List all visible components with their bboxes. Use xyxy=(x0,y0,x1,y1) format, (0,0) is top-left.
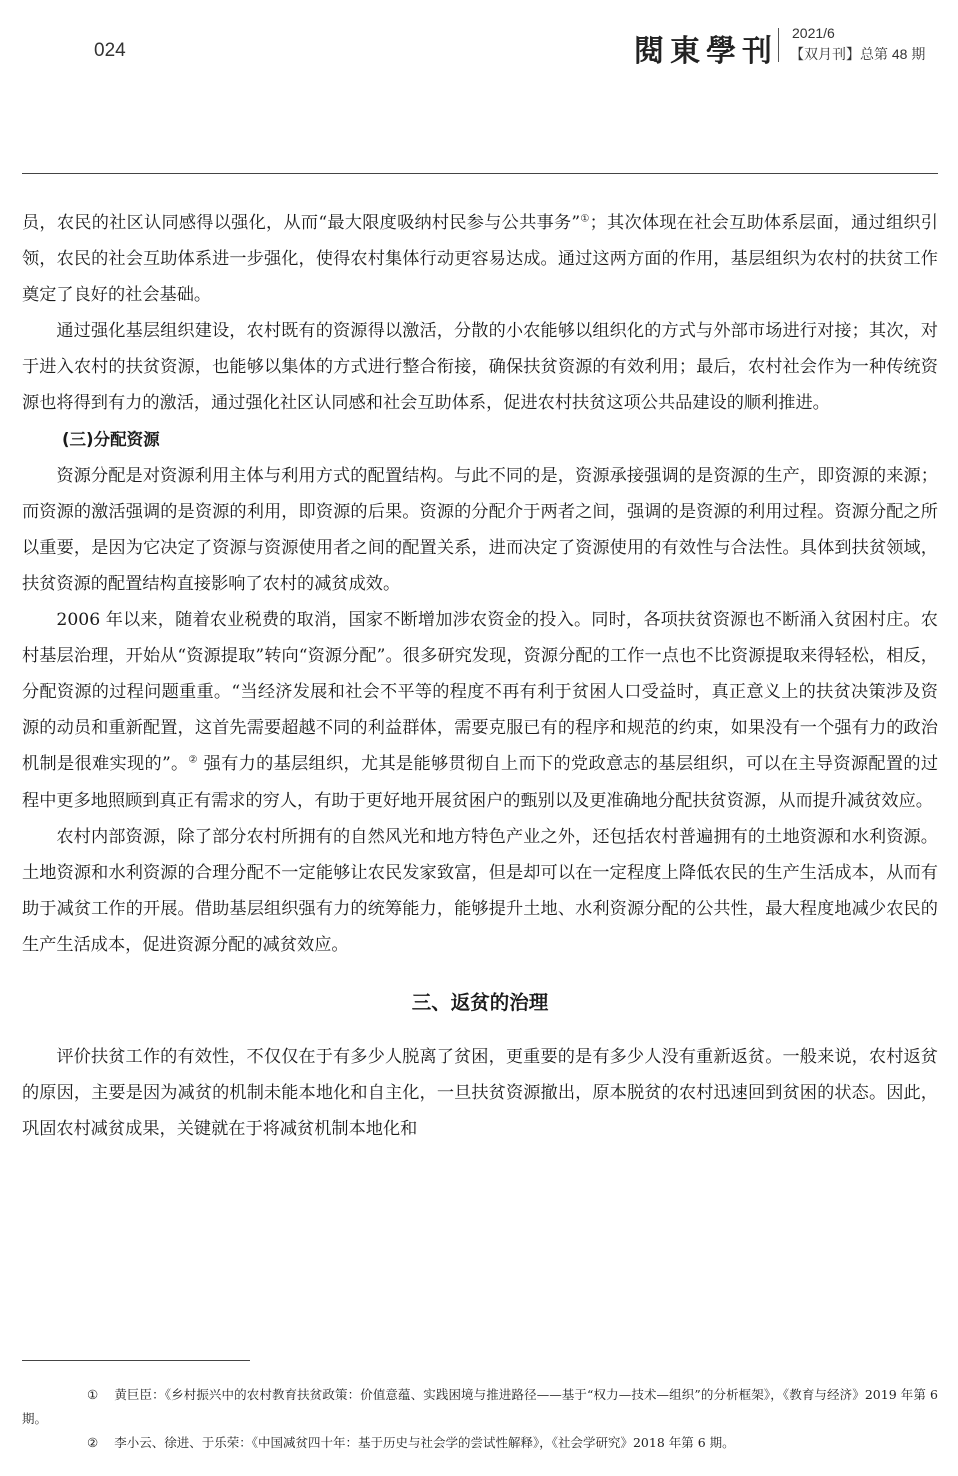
header-rule xyxy=(22,173,938,174)
footnote xyxy=(22,1383,938,1431)
paragraph-text: 强有力的基层组织，尤其是能够贯彻自上而下的党政意志的基层组织，可以在主导资源配置的过程中更多地照顾到真正有需求的穷人，有助于更好地开展贫困户的甄别以及更准确地分配扶贫资源，从而提升减贫效应。 xyxy=(22,754,939,811)
paragraph: 评价扶贫工作的有效性，不仅仅在于有多少人脱离了贫困，更重要的是有多少人没有重新返贫。一般来说，农村返贫的原因，主要是因为减贫的机制未能本地化和自主化，一旦扶贫资源撤出，原本脱贫的农村迅速回到贫困的状态。因此，巩固农村减贫成果，关键就在于将减贫机制本地化和 xyxy=(22,1047,938,1140)
issue-date: 2021/6 xyxy=(792,25,835,41)
subsection-heading: (三)分配资源 xyxy=(62,429,160,449)
paragraph: 资源分配是对资源利用主体与利用方式的配置结构。与此不同的是，资源承接强调的是资源的生产，即资源的来源；而资源的激活强调的是资源的利用，即资源的后果。资源的分配介于两者之间，强调的是资源的利用过程。资源分配之所以重要，是因为它决定了资源与资源使用者之间的配置关系，进而决定了资源使用的有效性与合法性。具体到扶贫领域，扶贫资源的配置结构直接影响了农村的减贫成效。 xyxy=(22,465,938,594)
issue-info: 【双月刊】总第 48 期 xyxy=(790,46,926,62)
footnote-mark: ① xyxy=(87,1387,99,1402)
article-body xyxy=(22,205,938,1147)
section-title: 三、返贫的治理 xyxy=(411,990,549,1014)
footnote-text: 黄巨臣：《乡村振兴中的农村教育扶贫政策：价值意蕴、实践困境与推进路径——基于“权力—技术—组织”的分析框架》，《教育与经济》2019 年第 6 期。 xyxy=(22,1387,938,1426)
header-divider xyxy=(778,28,779,62)
paragraph-text: ；其次体现在社会互助体系层面，通过组织引领，农民的社会互助体系进一步强化，使得农村集体行动更容易达成。通过这两方面的作用，基层组织为农村的扶贫工作奠定了良好的社会基础。 xyxy=(22,213,938,306)
paragraph-text: 员，农民的社区认同感得以强化，从而“最大限度吸纳村民参与公共事务” xyxy=(22,213,581,233)
footnote xyxy=(22,1431,938,1455)
paragraph xyxy=(22,205,938,313)
paragraph: 通过强化基层组织建设，农村既有的资源得以激活，分散的小农能够以组织化的方式与外部市场进行对接；其次，对于进入农村的扶贫资源，也能够以集体的方式进行整合衔接，确保扶贫资源的有效利用；最后，农村社会作为一种传统资源也将得到有力的激活，通过强化社区认同感和社会互助体系，促进农村扶贫这项公共品建设的顺利推进。 xyxy=(22,321,938,414)
footnote-rule xyxy=(22,1360,250,1361)
paragraph xyxy=(22,602,938,819)
footnote-mark: ② xyxy=(87,1435,99,1450)
paragraph: 农村内部资源，除了部分农村所拥有的自然风光和地方特色产业之外，还包括农村普遍拥有的土地资源和水利资源。土地资源和水利资源的合理分配不一定能够让农民发家致富，但是却可以在一定程度上降低农民的生产生活成本，从而有助于减贫工作的开展。借助基层组织强有力的统筹能力，能够提升土地、水利资源分配的公共性，最大程度地减少农民的生产生活成本，促进资源分配的减贫效应。 xyxy=(22,826,938,955)
journal-name: 閱東學刊 xyxy=(634,34,778,69)
footnote-text: 李小云、徐进、于乐荣：《中国减贫四十年：基于历史与社会学的尝试性解释》，《社会学研究》2018 年第 6 期。 xyxy=(114,1435,735,1450)
footnotes xyxy=(22,1383,938,1455)
page-number: 024 xyxy=(94,40,126,61)
footnote-ref-2: ② xyxy=(188,754,198,766)
paragraph-text: 2006 年以来，随着农业税费的取消，国家不断增加涉农资金的投入。同时，各项扶贫资源也不断涌入贫困村庄。农村基层治理，开始从“资源提取”转向“资源分配”。很多研究发现，资源分配的工作一点也不比资源提取来得轻松，相反，分配资源的过程问题重重。“当经济发展和社会不平等的程度不再有利于贫困人口受益时，真正意义上的扶贫决策涉及资源的动员和重新配置，这首先需要超越不同的利益群体，需要克服已有的程序和规范的约束，如果没有一个强有力的政治机制是很难实现的”。 xyxy=(22,610,938,775)
footnote-ref-1: ① xyxy=(580,213,590,225)
